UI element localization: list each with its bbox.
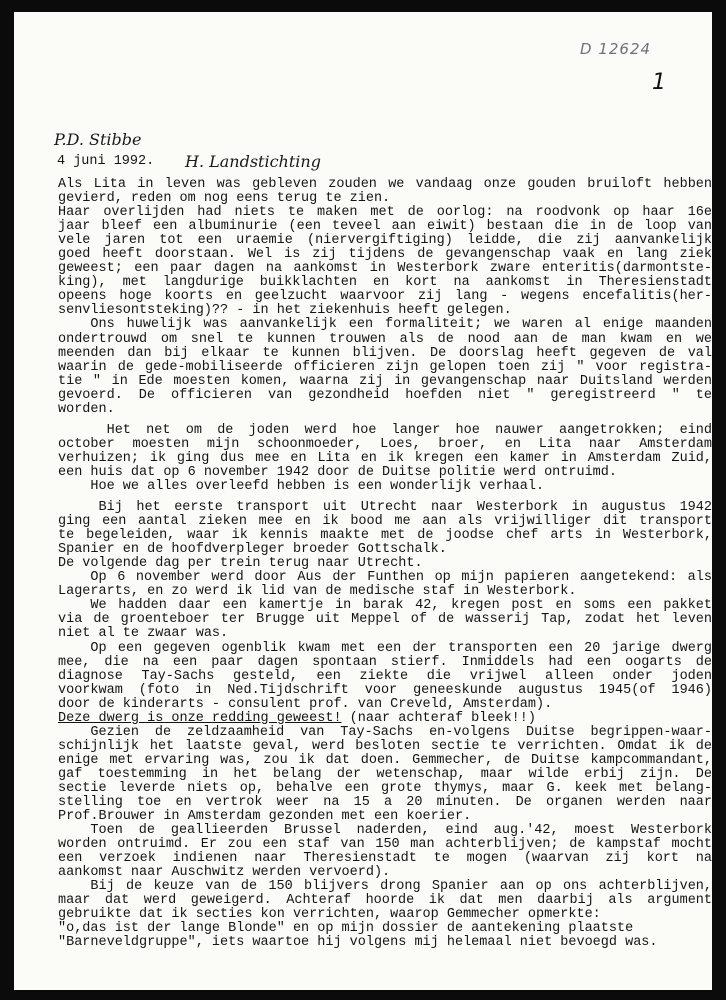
text-line: Gezien de zeldzaamheid van Tay-Sachs en-volgens Duitse begrippen-waar-	[90, 724, 712, 740]
text-line: te begeleiden, waar ik kennis maakte met de joodse chef arts in Westerbork,	[58, 528, 712, 544]
text-line: ging een aantal zieken mee en ik bood me aan als vrijwilliger dit transport	[58, 514, 712, 530]
text-line: Op een gegeven ogenblik kwam met een der transporten een 20 jarige dwerg	[90, 640, 712, 656]
text-line: worden ontruimd. Er zou een staf van 150 man achterblijven; de kampstaf mocht	[58, 837, 712, 853]
text-line: "o,das ist der lange Blonde" en op mijn dossier de aantekening plaatste	[58, 921, 634, 937]
text-line: senvliesontsteking)?? - in het ziekenhuis heeft gelegen.	[58, 303, 512, 319]
handwritten-author: P.D. Stibbe	[54, 130, 142, 149]
text-line: mee, die na een paar dagen spontaan stierf. Inmiddels had een oogarts de	[58, 654, 712, 670]
text-line: door de kinderarts - consulent prof. van Creveld, Amsterdam).	[58, 696, 553, 712]
letter-body	[58, 178, 712, 951]
text-line: Als Lita in leven was gebleven zouden we vandaag onze gouden bruiloft hebben	[58, 177, 712, 192]
text-line: Bij het eerste transport uit Utrecht naar Westerbork in augustus 1942	[98, 500, 712, 516]
text-line: Het net om de joden werd hoe langer hoe nauwer aangetrokken; eind	[106, 422, 712, 438]
text-line: stelling toe en vertrok weer na 15 a 20 minuten. De organen werden naar	[58, 795, 712, 811]
text-line: meenden dan bij elkaar te kunnen blijven. De doorslag heeft gegeven de val	[58, 345, 712, 361]
text-line: enige met ervaring was, zou ik dat doen. Gemmecher, de Duitse kampcommandant,	[58, 752, 712, 768]
text-line: jaar bleef een albuminurie (een teveel aan eiwit) bestaan die in de loop van	[58, 219, 712, 235]
text-line: goed heeft doorstaan. Wel is zij tijdens de gevangenschap vaak en lang ziek	[58, 247, 712, 263]
text-line: vele jaren tot een uraemie (niervergiftiging) leidde, die zij aanvankelijk	[58, 233, 712, 249]
text-line: gaf toestemming in het belang der wetenschap, maar wilde erbij zijn. De	[58, 766, 712, 782]
text-line: waarin de gede-mobiliseerde officieren zijn gelopen toen zij " voor registra-	[58, 359, 712, 375]
text-line: gevoerd. De officieren van gezondheid hoefden niet " geregistreerd " te	[58, 387, 712, 403]
text-line: We hadden daar een kamertje in barak 42, kregen post en soms een pakket	[90, 598, 712, 614]
text-line: Haar overlijden had niets te maken met de oorlog: na roodvonk op haar 16e	[58, 205, 712, 221]
archive-number: D 12624	[580, 40, 652, 58]
text-line: schijnlijk het laatste geval, werd besloten sectie te verrichten. Omdat ik de	[58, 738, 712, 754]
text-suffix: (naar achteraf bleek!!)	[341, 710, 536, 726]
text-line: niet al te zwaar was.	[58, 626, 229, 642]
handwritten-organisation: H. Landstichting	[185, 152, 321, 171]
text-line: Lagerarts, en zo werd ik lid van de medische staf in Westerbork.	[58, 584, 577, 600]
text-line: geweest; een paar dagen na aankomst in Westerbork zware enteritis(darmontste-	[58, 261, 712, 277]
text-line: voorkwam (foto in Ned.Tijdschrift voor geneeskunde augustus 1945(of 1946)	[58, 682, 712, 698]
text-line: De volgende dag per trein terug naar Utrecht.	[58, 556, 423, 572]
text-line: worden.	[58, 401, 115, 417]
text-line: ondertrouwd om snel te kunnen trouwen als de nood aan de man kwam en we	[58, 331, 712, 347]
text-line: opeens hoge koorts en geelzucht waarvoor zij lang - wegens encefalitis(her-	[58, 289, 712, 305]
text-line: sectie leverde niets op, behalve een grote thymys, maar G. keek met belang-	[58, 780, 712, 796]
text-line: october moesten mijn schoonmoeder, Loes, broer, en Lita naar Amsterdam	[58, 436, 712, 452]
text-line: Toen de geallieerden Brussel naderden, eind aug.'42, moest Westerbork	[90, 823, 712, 839]
text-line: aankomst naar Auschwitz werden vervoerd).	[58, 865, 391, 881]
text-line: Hoe we alles overleefd hebben is een wonderlijk verhaal.	[90, 478, 545, 494]
text-line: gebruikte dat ik secties kon verrichten, waarop Gemmecher opmerkte:	[58, 907, 601, 923]
text-line: king), met langdurige buikklachten en kort na aankomst in Theresienstadt	[58, 275, 712, 291]
underlined-text: Deze dwerg is onze redding geweest!	[58, 710, 342, 726]
text-line: Bij de keuze van de 150 blijvers drong Spanier aan op ons achterblijven,	[90, 879, 712, 895]
text-line: een verzoek indienen naar Theresienstadt te mogen (waarvan zij kort na	[58, 851, 712, 867]
text-line: gevierd, reden om nog eens terug te zien.	[58, 191, 391, 207]
page-number: 1	[652, 70, 666, 95]
text-line: maar dat werd geweigerd. Achteraf hoorde ik dat men daarbij als argument	[58, 893, 712, 909]
text-line: via de groenteboer ter Brugge uit Meppel of de wasserij Tap, zodat het leven	[58, 612, 712, 628]
text-line: verhuizen; ik ging dus mee en Lita en ik kregen een kamer in Amsterdam Zuid,	[58, 450, 712, 466]
document-page	[14, 12, 712, 990]
text-line: Spanier en de hoofdverpleger broeder Gottschalk.	[58, 542, 447, 558]
text-line	[58, 712, 712, 726]
text-line: tie " in Ede moesten komen, waarna zij in gevangenschap naar Duitsland werden	[58, 373, 712, 389]
text-line: een huis dat op 6 november 1942 door de Duitse politie werd ontruimd.	[58, 464, 617, 480]
text-line: diagnose Tay-Sachs gesteld, een ziekte die vrijwel alleen onder joden	[58, 668, 712, 684]
document-date: 4 juni 1992.	[57, 154, 155, 169]
text-line: "Barneveldgruppe", iets waartoe hij volgens mij helemaal niet bevoegd was.	[58, 935, 658, 951]
text-line: Ons huwelijk was aanvankelijk een formaliteit; we waren al enige maanden	[90, 317, 712, 333]
text-line: Prof.Brouwer in Amsterdam gezonden met een koerier.	[58, 809, 472, 825]
text-line: Op 6 november werd door Aus der Funthen op mijn papieren aangetekend: als	[90, 570, 712, 586]
